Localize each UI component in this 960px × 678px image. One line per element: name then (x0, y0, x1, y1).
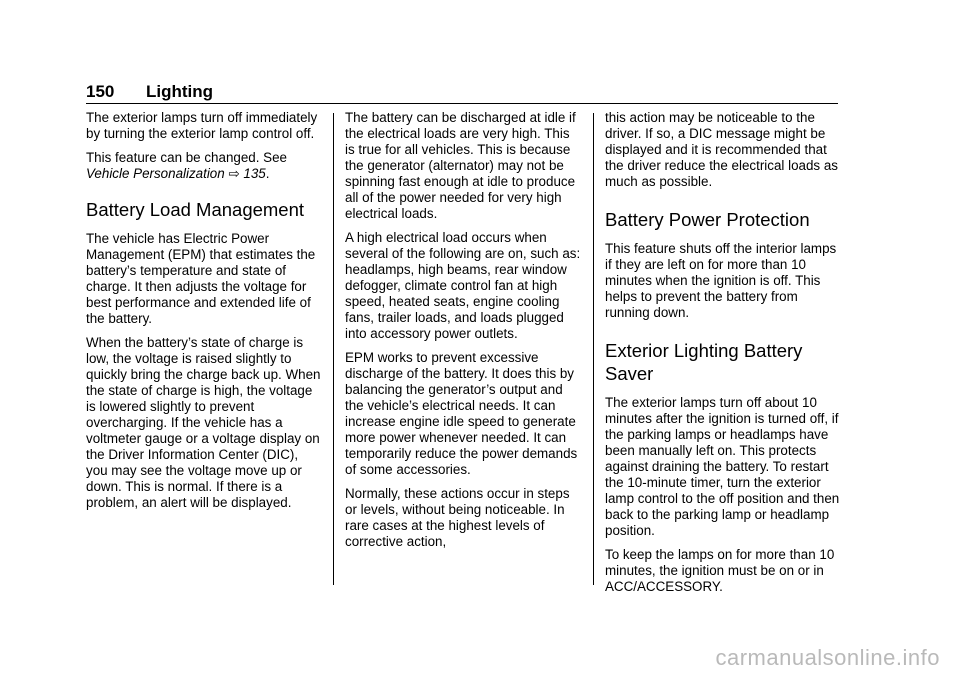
paragraph: A high electrical load occurs when several of the following are on, such as: headlamps, high beams, rear window defogger, climate control fan at high speed, heated seats, engine cooling fans, trailer loads, and loads plugged into accessory power outlets. (345, 230, 581, 341)
paragraph: Normally, these actions occur in steps or levels, without being noticeable. In rare cases at the highest levels of corrective action, (345, 486, 570, 549)
heading-exterior-lighting-battery-saver: Exterior Lighting Battery Saver (605, 340, 803, 384)
cross-reference-link[interactable]: Vehicle Personalization ⇨ 135 (86, 166, 266, 181)
watermark: carmanualsonline.info (715, 645, 940, 670)
column-divider (593, 113, 594, 585)
paragraph: The exterior lamps turn off about 10 minutes after the ignition is turned off, if the parking lamps or headlamps have been manually left on. This protects against draining the battery. To restart the 10-minute timer, turn the exterior lamp control to the off position and then back to the parking lamp or headlamp position. (605, 395, 840, 538)
column-3 (605, 110, 841, 603)
paragraph: When the battery’s state of charge is low, the voltage is raised slightly to quickly bring the charge back up. When the state of charge is high, the voltage is lowered slightly to prevent overcharging. If the vehicle has a voltmeter gauge or a voltage display on the Driver Information Center (DIC), you may see the voltage move up or down. This is normal. If there is a problem, an alert will be displayed. (86, 335, 321, 510)
paragraph: The battery can be discharged at idle if the electrical loads are very high. This is true for all vehicles. This is because the generator (alternator) may not be spinning fast enough at idle to produce all of the power needed for very high electrical loads. (345, 110, 576, 221)
paragraph: The exterior lamps turn off immediately by turning the exterior lamp control off. (86, 110, 318, 141)
page-number: 150 (86, 82, 115, 101)
paragraph: EPM works to prevent excessive discharge of the battery. It does this by balancing the generator’s output and the vehicle’s electrical needs. It can increase engine idle speed to generate more power whenever needed. It can temporarily reduce the power demands of some accessories. (345, 350, 578, 477)
section-title: Lighting (146, 82, 214, 101)
paragraph: To keep the lamps on for more than 10 minutes, the ignition must be on or in ACC/ACCESSORY. (605, 547, 835, 594)
page-header (86, 82, 213, 102)
heading-battery-power-protection: Battery Power Protection (605, 209, 810, 230)
heading-battery-load-management: Battery Load Management (86, 199, 305, 220)
paragraph-see-reference: This feature can be changed. See Vehicle Personalization ⇨ 135. (86, 150, 287, 181)
paragraph: The vehicle has Electric Power Management (EPM) that estimates the battery’s temperature and state of charge. It then adjusts the voltage for best performance and extended life of the battery. (86, 231, 316, 326)
paragraph: this action may be noticeable to the driver. If so, a DIC message might be displayed and it is recommended that the driver reduce the electrical loads as much as possible. (605, 110, 838, 189)
paragraph: This feature shuts off the interior lamps if they are left on for more than 10 minutes when the ignition is off. This helps to prevent the battery from running down. (605, 241, 837, 320)
column-1 (86, 110, 322, 519)
arrow-icon: ⇨ (228, 166, 240, 181)
column-2 (345, 110, 581, 558)
column-divider (333, 113, 334, 585)
header-rule (86, 103, 838, 104)
